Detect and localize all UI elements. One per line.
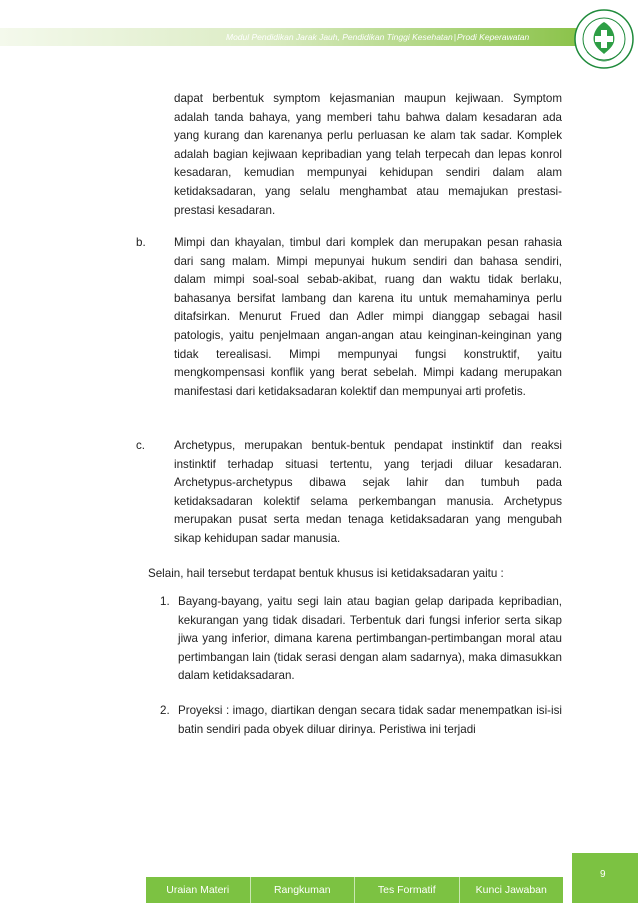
tab-uraian-materi[interactable]: Uraian Materi xyxy=(146,877,251,903)
list-marker-b: b. xyxy=(136,236,146,249)
selain-line: Selain, hail tersebut terdapat bentuk khusus isi ketidaksadaran yaitu : xyxy=(148,567,504,580)
bakti-husada-logo-icon xyxy=(573,8,635,70)
header-separator: | xyxy=(453,32,456,42)
list-marker-c: c. xyxy=(136,439,146,452)
list-marker-2: 2. xyxy=(160,704,170,717)
list-item-b: Mimpi dan khayalan, timbul dari komplek dan merupakan pesan rahasia dari sang malam. Mimpi mepunyai hukum sendiri dan bahasa sendiri, dalam mimpi soal-soal sebab-akibat, ruang dan waktu tidak berlaku, bahasanya bersifat lambang dan karena itu untuk memahaminya perlu ditafsirkan. Menurut Frued dan Adler mimpi dianggap sebagai hasil patologis, yaitu penjelmaan angan-angan atau keinginan-keinginan yang tidak terealisasi. Mimpi mempunyai fungsi konstruktif, yaitu mengkompensasi konflik yang berat sebelah. Mimpi kadang merupakan manifestasi dari ketidaksadaran kolektif dan mempunyai arti profetis. xyxy=(174,236,562,398)
list-item-c: Archetypus, merupakan bentuk-bentuk pendapat instinktif dan reaksi instinktif terhadap situasi tertentu, yang terjadi diluar kesadaran. Archetypus-archetypus dibawa sejak lahir dan tumbuh pada ketidaksadaran kolektif selama perkembangan manusia. Archetypus merupakan pusat serta medan tenaga ketidaksadaran yang mengubah sikap kehidupan sadar manusia. xyxy=(174,439,562,545)
tab-tes-formatif[interactable]: Tes Formatif xyxy=(355,877,460,903)
intro-paragraph: dapat berbentuk symptom kejasmanian maupun kejiwaan. Symptom adalah tanda bahaya, yang memberi tahu bahwa dalam kesadaran ada yang kurang dan karenanya perlu perluasan ke alam tak sadar. Komplek adalah bagian kejiwaan kepribadian yang telah terpecah dan lepas konrol kesadaran, kemudian mempunyai kehidupan sendiri dalam alam ketidaksadaran, yang selalu menghambat atau memajukan prestasi-prestasi kesadaran. xyxy=(174,92,562,217)
header-left-title: Modul Pendidikan Jarak Jauh, Pendidikan Tinggi Kesehatan xyxy=(226,32,453,42)
list-marker-1: 1. xyxy=(160,595,170,608)
page-number: 9 xyxy=(600,869,606,880)
header-right-title: Prodi Keperawatan xyxy=(456,32,530,42)
list-item-2: Proyeksi : imago, diartikan dengan secara tidak sadar menempatkan isi-isi batin sendiri pada obyek diluar dirinya. Peristiwa ini terjadi xyxy=(178,704,562,736)
tab-rangkuman[interactable]: Rangkuman xyxy=(251,877,356,903)
footer-nav xyxy=(146,877,563,903)
header-title xyxy=(226,29,561,45)
list-item-1: Bayang-bayang, yaitu segi lain atau bagian gelap daripada kepribadian, kekurangan yang tidak disadari. Terbentuk dari fungsi inferior serta sikap jiwa yang inferior, dimana karena pertimbangan-pertimbangan moral atau pertimbangan lain (tidak serasi dengan alam sadarnya), maka dimasukkan dalam ketidaksadaran. xyxy=(178,595,562,683)
tab-kunci-jawaban[interactable]: Kunci Jawaban xyxy=(475,884,547,896)
